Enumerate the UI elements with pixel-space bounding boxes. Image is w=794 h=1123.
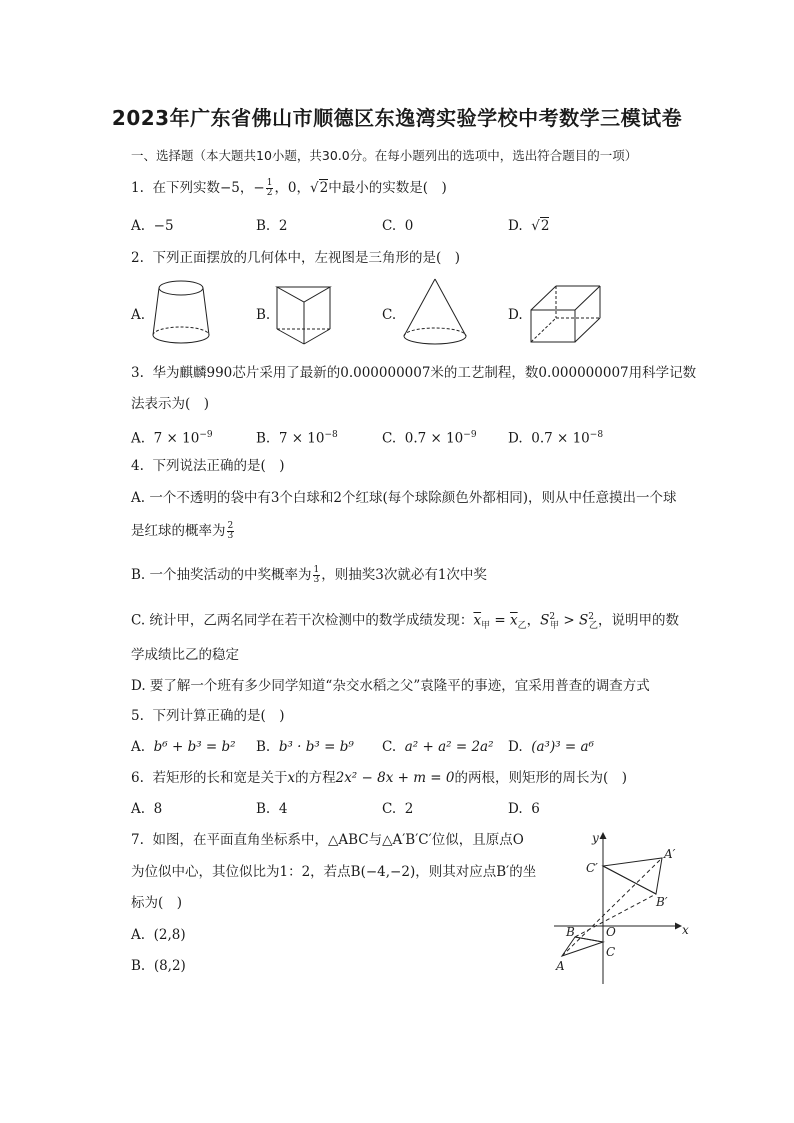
variable: x — [287, 770, 296, 786]
q7-option-b[interactable] — [131, 956, 186, 976]
q3-option-a[interactable] — [131, 425, 213, 449]
question-number: 1. — [131, 180, 144, 196]
option-label: A. — [131, 801, 146, 817]
option-exponent: −8 — [324, 430, 338, 440]
question-text: 下列计算正确的是( ) — [152, 708, 285, 724]
fraction — [227, 522, 235, 541]
q1-option-a[interactable] — [131, 216, 174, 236]
option-label: D. — [508, 218, 523, 234]
superscript: 2 — [588, 612, 595, 622]
q4-option-c-line-2: 学成绩比乙的稳定 — [131, 647, 239, 663]
question-7-line-3: 标为( ) — [131, 895, 183, 911]
fraction-numerator: 1 — [266, 178, 273, 188]
option-value: b³ · b³ = b⁹ — [278, 739, 354, 755]
fraction-denominator: 2 — [266, 188, 273, 198]
question-text: 下列说法正确的是( ) — [152, 458, 285, 474]
q5-option-d[interactable] — [508, 737, 594, 757]
question-number: 3. — [131, 365, 144, 381]
q7-option-a[interactable] — [131, 925, 186, 945]
option-value: 4 — [278, 801, 288, 817]
option-value: b⁶ + b³ = b² — [153, 739, 236, 755]
mean-x: $\overline{x}$ — [509, 612, 518, 629]
question-number: 6. — [131, 770, 144, 786]
q4-option-d[interactable]: D. 要了解一个班有多少同学知道“杂交水稻之父”袁隆平的事迹，宜采用普查的调查方式 — [131, 678, 650, 694]
q2-option-b[interactable] — [256, 305, 270, 325]
q1-option-b[interactable] — [256, 216, 287, 236]
question-number: 7. — [131, 832, 144, 848]
label-a1: A′ — [664, 847, 676, 861]
question-7-line-2: 为位似中心，其位似比为1：2，若点B(−4,−2)，则其对应点B′的坐 — [131, 864, 537, 880]
option-value: 2 — [540, 218, 550, 234]
option-label: A. — [131, 218, 146, 234]
cone-icon — [400, 276, 470, 348]
q4-option-a[interactable]: A. 一个不透明的袋中有3个白球和2个红球(每个球除颜色外都相同)，则从中任意摸出一个球 — [131, 490, 677, 506]
question-number: 4. — [131, 458, 144, 474]
page-title: 2023年广东省佛山市顺德区东逸湾实验学校中考数学三模试卷 — [111, 106, 683, 130]
option-label: A. — [131, 739, 146, 755]
question-text: 若矩形的长和宽是关于 — [152, 770, 288, 786]
option-value: 0.7 × 10 — [404, 430, 464, 447]
option-exponent: −9 — [463, 430, 477, 440]
q6-option-a[interactable] — [131, 799, 162, 819]
question-2 — [131, 248, 460, 268]
option-label: B. — [256, 801, 271, 817]
variance-s: S — [579, 612, 589, 629]
label-b: B — [566, 925, 575, 939]
q3-option-c[interactable] — [382, 425, 477, 449]
option-label: B. — [131, 958, 146, 974]
option-label: B. — [256, 430, 271, 447]
triangular-prism-icon — [272, 282, 336, 346]
question-1 — [131, 178, 447, 198]
q6-option-d[interactable] — [508, 799, 540, 819]
fraction-denominator: 3 — [313, 575, 320, 585]
section-header: 一、选择题（本大题共10小题，共30.0分。在每小题列出的选项中，选出符合题目的一项） — [131, 148, 638, 163]
question-number: 2. — [131, 250, 144, 266]
option-label: C. — [382, 739, 397, 755]
fraction-denominator: 3 — [227, 531, 234, 541]
option-value: 8 — [153, 801, 163, 817]
fraction — [266, 179, 274, 198]
q6-option-c[interactable] — [382, 799, 413, 819]
option-value: (8,2) — [153, 958, 186, 974]
fraction-numerator: 2 — [227, 521, 234, 531]
ray-a-a1 — [562, 858, 662, 956]
q2-option-a[interactable] — [131, 305, 145, 325]
option-text: B. 一个抽奖活动的中奖概率为 — [131, 567, 312, 583]
question-text: ，0， — [274, 180, 311, 196]
option-label: C. — [382, 218, 397, 234]
question-text: 的方程 — [295, 770, 336, 786]
x-axis-label: x — [682, 923, 689, 937]
q5-option-c[interactable] — [382, 737, 494, 757]
option-label: D. — [508, 430, 523, 447]
option-label: B. — [256, 307, 271, 323]
q5-option-b[interactable] — [256, 737, 354, 757]
sqrt-icon: √ — [531, 218, 540, 234]
option-value: 0.7 × 10 — [531, 430, 590, 447]
subscript: 乙 — [589, 621, 599, 632]
q2-option-d[interactable] — [508, 305, 523, 325]
q4-option-b[interactable] — [131, 565, 487, 585]
question-text: 在下列实数−5， — [152, 180, 254, 196]
question-text: 的两根，则矩形的周长为( ) — [454, 770, 628, 786]
triangle-abc — [562, 937, 603, 956]
q4-option-a-line-2 — [131, 521, 235, 541]
q1-option-d[interactable] — [508, 216, 549, 236]
question-4 — [131, 456, 285, 476]
frustum-icon — [150, 278, 212, 348]
question-number: 5. — [131, 708, 144, 724]
q4-option-c[interactable] — [131, 607, 679, 636]
label-c1: C′ — [586, 861, 598, 875]
option-value: a² + a² = 2a² — [404, 739, 494, 755]
equation: 2x² − 8x + m = 0 — [335, 770, 455, 786]
question-6 — [131, 768, 627, 788]
option-value: 2 — [404, 801, 414, 817]
question-text: 华为麒麟990芯片采用了最新的0.000000007米的工艺制程，数0.000000007用科学记数 — [152, 365, 697, 381]
option-value: 6 — [531, 801, 540, 817]
fraction — [313, 566, 321, 585]
greater-than-sign: > — [559, 612, 580, 629]
q3-option-b[interactable] — [256, 425, 338, 449]
q3-option-d[interactable] — [508, 425, 603, 449]
label-c: C — [606, 945, 616, 959]
option-label: C. — [382, 430, 397, 447]
option-label: A. — [131, 307, 146, 323]
option-text: 是红球的概率为 — [131, 523, 226, 539]
origin-label: O — [606, 925, 616, 939]
option-value: 7 × 10 — [278, 430, 325, 447]
fraction-sign: − — [253, 180, 265, 196]
superscript: 2 — [549, 612, 556, 622]
comma: ， — [526, 612, 541, 629]
question-text: 中最小的实数是( ) — [328, 180, 447, 196]
option-text: ，说明甲的数 — [598, 612, 680, 629]
option-label: A. — [131, 927, 146, 943]
option-label: A. — [131, 430, 146, 447]
q2-option-c[interactable] — [382, 305, 396, 325]
option-value: 2 — [278, 218, 288, 234]
option-value: 7 × 10 — [153, 430, 200, 447]
sqrt-value: 2 — [319, 180, 329, 196]
q6-option-b[interactable] — [256, 799, 287, 819]
fraction-numerator: 1 — [313, 565, 320, 575]
question-5 — [131, 706, 285, 726]
cuboid-icon — [528, 283, 604, 345]
option-text: ，则抽奖3次就必有1次中奖 — [321, 567, 487, 583]
y-axis-label: y — [592, 831, 599, 845]
option-label: C. — [382, 801, 397, 817]
sqrt-icon: √ — [310, 180, 319, 196]
option-label: B. — [256, 218, 271, 234]
option-exponent: −9 — [199, 430, 213, 440]
option-value: −5 — [153, 218, 174, 234]
mean-x: $\overline{x}$ — [473, 612, 482, 629]
question-text: 如图，在平面直角坐标系中，△ABC与△A′B′C′位似，且原点O — [152, 832, 524, 848]
equals-sign: = — [490, 612, 510, 629]
coordinate-figure — [550, 826, 700, 990]
option-text: C. 统计甲，乙两名同学在若干次检测中的数学成绩发现： — [131, 612, 474, 629]
option-value: (2,8) — [153, 927, 186, 943]
option-value: 0 — [404, 218, 414, 234]
label-b1: B′ — [656, 895, 668, 909]
option-label: C. — [382, 307, 397, 323]
q5-option-a[interactable] — [131, 737, 236, 757]
subscript: 乙 — [517, 621, 527, 632]
subscript: 甲 — [550, 621, 560, 632]
subscript: 甲 — [481, 621, 491, 632]
question-3-line-2: 法表示为( ) — [131, 396, 210, 412]
question-3 — [131, 363, 696, 383]
option-label: B. — [256, 739, 271, 755]
option-label: D. — [508, 801, 523, 817]
triangle-a1b1c1 — [603, 858, 662, 894]
question-text: 下列正面摆放的几何体中，左视图是三角形的是( ) — [152, 250, 461, 266]
option-exponent: −8 — [589, 430, 604, 440]
option-label: D. — [508, 739, 523, 755]
q1-option-c[interactable] — [382, 216, 413, 236]
variance-s: S — [540, 612, 550, 629]
option-label: D. — [508, 307, 523, 323]
label-a: A — [556, 959, 565, 973]
question-7 — [131, 830, 524, 850]
option-value: (a³)³ = a⁶ — [531, 739, 594, 755]
